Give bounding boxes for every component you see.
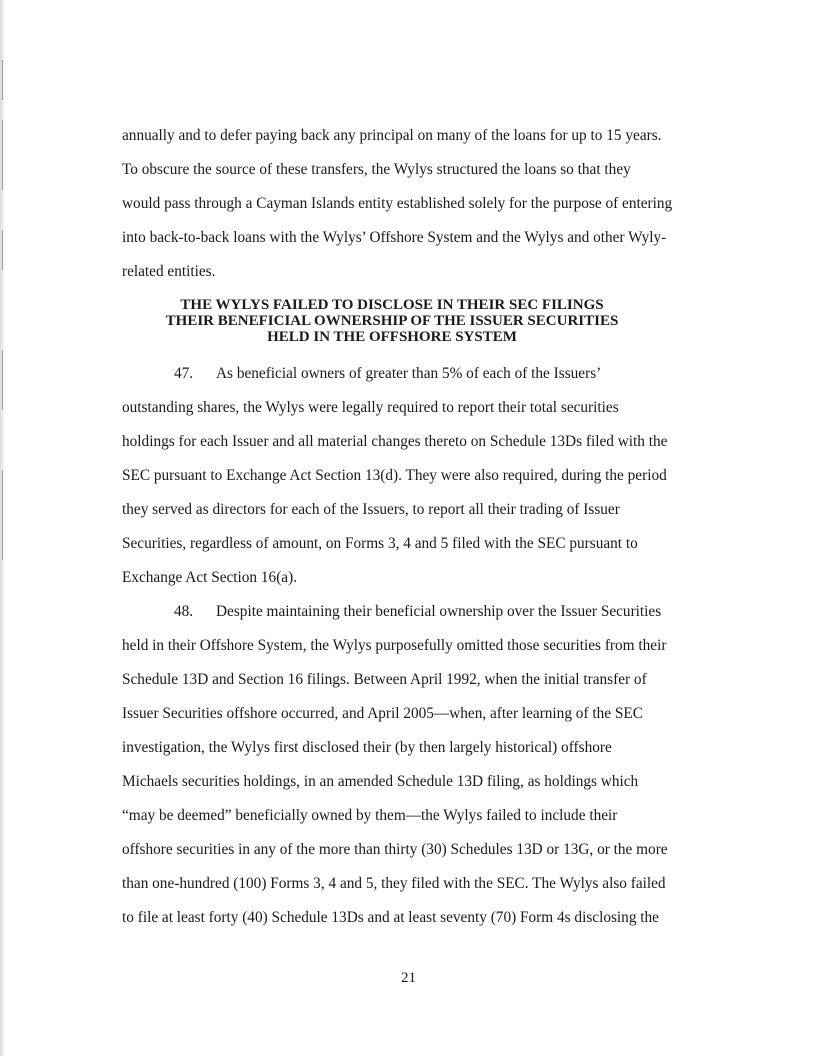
text-line (174, 364, 774, 384)
text-line: “may be deemed” beneficially owned by them—the Wylys failed to include their (122, 807, 618, 824)
scan-artifact (2, 350, 3, 410)
text-line: Schedule 13D and Section 16 filings. Between April 1992, when the initial transfer of (122, 671, 647, 688)
text-line: Exchange Act Section 16(a). (122, 569, 298, 586)
text-line: SEC pursuant to Exchange Act Section 13(d). They were also required, during the period (122, 467, 667, 484)
text-line: holdings for each Issuer and all material changes thereto on Schedule 13Ds filed with the (122, 433, 668, 450)
text-line: To obscure the source of these transfers, the Wylys structured the loans so that they (122, 161, 631, 178)
text-line: to file at least forty (40) Schedule 13Ds and at least seventy (70) Form 4s disclosing the (122, 909, 659, 926)
text-line: into back-to-back loans with the Wylys’ Offshore System and the Wylys and other Wyly- (122, 229, 667, 246)
text-line: investigation, the Wylys first disclosed their (by then largely historical) offshore (122, 739, 612, 756)
text-line: annually and to defer paying back any principal on many of the loans for up to 15 years. (122, 127, 662, 144)
text-line: offshore securities in any of the more than thirty (30) Schedules 13D or 13G, or the more (122, 841, 668, 858)
text-line: outstanding shares, the Wylys were legally required to report their total securities (122, 399, 619, 416)
paragraph-number: 47. (174, 365, 194, 382)
scan-artifact (2, 60, 3, 100)
heading-line: THEIR BENEFICIAL OWNERSHIP OF THE ISSUER SECURITIES (165, 313, 619, 329)
text-line: related entities. (122, 263, 216, 280)
heading-line: HELD IN THE OFFSHORE SYSTEM (267, 329, 517, 345)
text-line: than one-hundred (100) Forms 3, 4 and 5, they filed with the SEC. The Wylys also failed (122, 875, 666, 892)
scan-artifact (2, 470, 3, 560)
text-line: they served as directors for each of the Issuers, to report all their trading of Issuer (122, 501, 620, 518)
text-line: Issuer Securities offshore occurred, and April 2005—when, after learning of the SEC (122, 705, 643, 722)
text-line: Securities, regardless of amount, on Forms 3, 4 and 5 filed with the SEC pursuant to (122, 535, 638, 552)
scan-artifact (2, 120, 3, 190)
line-text: As beneficial owners of greater than 5% of each of the Issuers’ (216, 365, 602, 382)
text-line (174, 602, 774, 622)
heading-line: THE WYLYS FAILED TO DISCLOSE IN THEIR SEC FILINGS (180, 297, 604, 313)
text-line: would pass through a Cayman Islands entity established solely for the purpose of entering (122, 195, 673, 212)
text-line: held in their Offshore System, the Wylys purposefully omitted those securities from their (122, 637, 667, 654)
text-line: Michaels securities holdings, in an amended Schedule 13D filing, as holdings which (122, 773, 639, 790)
line-text: Despite maintaining their beneficial ownership over the Issuer Securities (216, 603, 662, 620)
scan-artifact (2, 230, 3, 270)
paragraph-number: 48. (174, 603, 194, 620)
page-number: 21 (401, 970, 416, 986)
